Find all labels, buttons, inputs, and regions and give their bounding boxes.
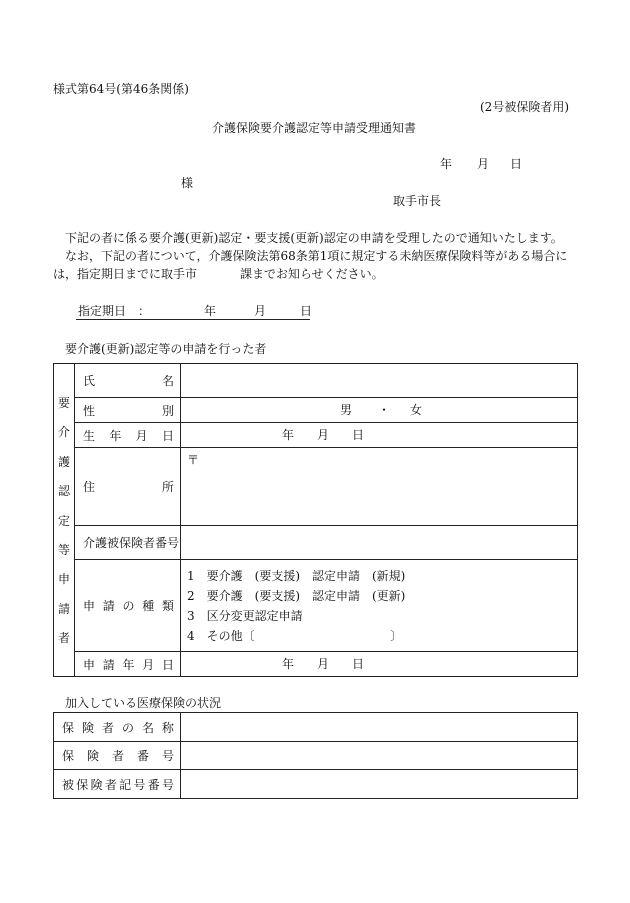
label-char: 申 (83, 599, 96, 613)
label-char: 保 (62, 749, 75, 763)
insurance-section-heading: 加入している医療保険の状況 (65, 696, 222, 710)
name-label (75, 364, 181, 398)
insurance-table (53, 712, 578, 799)
form-number: 様式第64号(第46条関係) (53, 82, 189, 96)
application-type-option-4[interactable] (187, 626, 577, 646)
sex-option-female[interactable]: 女 (410, 403, 423, 417)
label-char: 氏 (83, 374, 96, 388)
label-char: 険 (81, 720, 94, 735)
side-char: 介 (57, 425, 70, 440)
label-char: 名 (161, 374, 174, 388)
sex-label (75, 398, 181, 423)
notice-line-1: 下記の者に係る要介護(更新)認定・要支援(更新)認定の申請を受理したので通知いたします。 (65, 231, 563, 245)
label-char: 請 (102, 657, 115, 672)
applicant-section-heading: 要介護(更新)認定等の申請を行った者 (65, 342, 267, 356)
label-char: の (122, 599, 135, 613)
application-type-option-3[interactable]: 3 区分変更認定申請 (187, 608, 303, 623)
other-open: 4 その他〔 (187, 628, 255, 643)
side-char: 等 (57, 542, 70, 557)
label-char: 記 (119, 777, 132, 792)
insurer-name-field[interactable] (181, 713, 578, 742)
label-char: 号 (161, 777, 174, 792)
issue-date-month: 月 (477, 157, 490, 171)
label-char: 日 (161, 657, 174, 672)
deadline-colon: ： (138, 304, 151, 318)
notice-line-3-b: 課までお知らせください。 (240, 267, 384, 281)
label-char: 月 (135, 428, 148, 443)
insured-number-label: 介護被保険者番号 (75, 526, 181, 560)
application-type-option-2[interactable]: 2 要介護 (要支援) 認定申請 (更新) (187, 588, 406, 603)
label-char: 称 (161, 720, 174, 735)
address-field[interactable] (181, 448, 578, 526)
side-char: 要 (57, 396, 70, 410)
name-field[interactable] (181, 364, 578, 398)
label-char: 年 (109, 428, 122, 443)
label-char: 申 (83, 657, 96, 672)
application-type-label (75, 560, 181, 652)
insured-symbol-row (54, 770, 578, 799)
issue-date-year: 年 (440, 157, 453, 171)
deadline-month: 月 (254, 304, 267, 318)
postal-mark-icon: 〒 (187, 453, 200, 467)
application-type-options (181, 560, 578, 652)
application-date-label (75, 652, 181, 677)
label-char: 生 (83, 428, 96, 443)
sex-option-separator: ・ (378, 403, 391, 417)
side-char: 申 (57, 572, 70, 587)
label-char: 番 (147, 777, 160, 792)
label-char: の (121, 720, 134, 735)
side-char: 認 (57, 484, 70, 499)
application-year: 年 (282, 657, 295, 671)
application-day: 日 (352, 657, 365, 671)
label-char: 類 (161, 599, 174, 613)
insured-symbol-field[interactable] (181, 770, 578, 799)
application-date-field[interactable] (181, 652, 578, 677)
insurer-name-row (54, 713, 578, 742)
birth-row (54, 423, 578, 448)
insured-number-field[interactable] (181, 526, 578, 560)
label-char: 住 (83, 480, 96, 494)
side-char: 定 (57, 513, 70, 528)
addressee-suffix: 様 (181, 176, 194, 190)
insurer-name-label (54, 713, 181, 742)
deadline-year: 年 (204, 304, 217, 318)
deadline-day: 日 (300, 304, 313, 318)
label-char: 険 (90, 777, 103, 792)
document-title: 介護保険要介護認定等申請受理通知書 (212, 121, 417, 135)
birth-year: 年 (282, 428, 295, 442)
issuer: 取手市長 (393, 194, 442, 208)
side-char: 護 (57, 454, 70, 469)
notice-line-3-a: は，指定期日までに取手市 (53, 267, 198, 281)
insured-number-row (54, 526, 578, 560)
insured-category: (2号被保険者用) (480, 100, 569, 114)
label-char: 名 (141, 720, 154, 735)
label-char: 者 (111, 749, 124, 763)
insurer-number-row (54, 742, 578, 770)
label-char: 番 (136, 749, 149, 763)
side-char: 請 (57, 601, 70, 616)
insured-symbol-label (54, 770, 181, 799)
birth-field[interactable] (181, 423, 578, 448)
side-char: 者 (57, 631, 70, 645)
label-char: 号 (161, 749, 174, 763)
deadline-label: 指定期日 (78, 304, 127, 318)
label-char: 者 (101, 720, 114, 735)
label-char: 日 (161, 428, 174, 443)
label-char: 種 (142, 599, 155, 613)
label-char: 性 (83, 403, 96, 418)
sex-row (54, 398, 578, 423)
label-char: 被 (62, 777, 75, 792)
address-row (54, 448, 578, 526)
label-char: 保 (62, 720, 75, 735)
issue-date-day: 日 (510, 157, 523, 171)
label-char: 月 (142, 657, 155, 672)
application-month: 月 (317, 657, 330, 671)
address-label (75, 448, 181, 526)
applicant-side-label (54, 364, 75, 677)
label-char: 険 (86, 749, 99, 763)
applicant-table (53, 363, 578, 677)
application-date-row (54, 652, 578, 677)
label-char: 請 (102, 599, 115, 613)
label-char: 号 (133, 777, 146, 792)
sex-field (181, 398, 578, 423)
label-char: 年 (122, 657, 135, 672)
birth-day: 日 (352, 428, 365, 442)
sex-option-male[interactable]: 男 (340, 403, 353, 417)
application-type-row (54, 560, 578, 652)
insurer-number-label (54, 742, 181, 770)
other-close: 〕 (390, 628, 403, 643)
birth-month: 月 (317, 428, 330, 442)
deadline-line (76, 304, 313, 320)
label-char: 別 (161, 403, 174, 418)
application-type-option-1[interactable]: 1 要介護 (要支援) 認定申請 (新規) (187, 568, 406, 583)
birth-label (75, 423, 181, 448)
notice-line-2: なお，下記の者について，介護保険法第68条第1項に規定する未納医療保険料等がある場合に (65, 249, 568, 263)
label-char: 者 (104, 777, 117, 792)
label-char: 保 (76, 777, 89, 792)
name-row (54, 364, 578, 398)
label-char: 所 (161, 480, 174, 494)
insurer-number-field[interactable] (181, 742, 578, 770)
